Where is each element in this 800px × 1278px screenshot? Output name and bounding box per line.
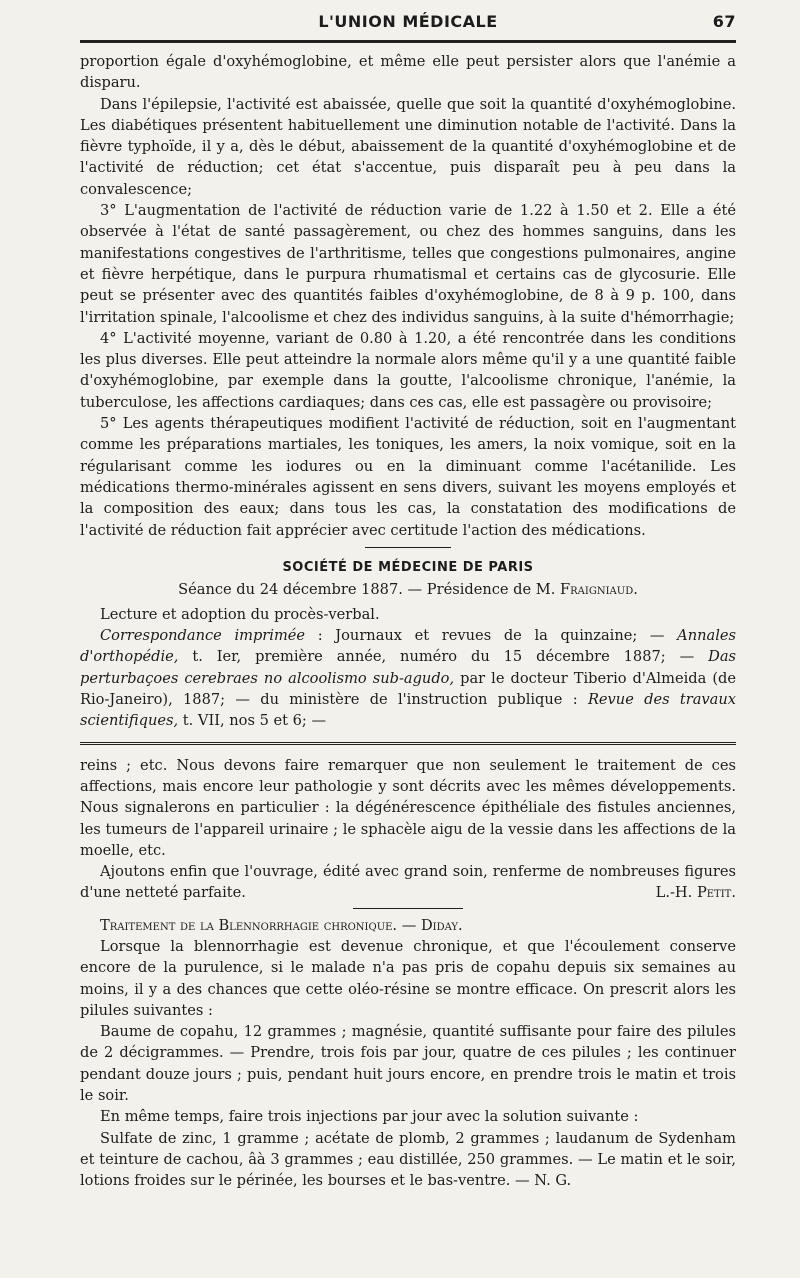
correspondance-text-3: par le docteur Tiberio d'Almeida (de Rio-Janeiro), 1887; — du ministère de l'instruction publique : — [80, 669, 736, 709]
correspondance-text-1: : Journaux et revues de la quinzaine; — — [317, 627, 665, 645]
blennorrhagie-paragraph-2: Baume de copahu, 12 grammes ; magnésie, quantité suffisante pour faire des pilules de 2 décigrammes. — Prendre, trois fois par jour, quatre de ces pilules ; les continuer pendant douze jours ; puis, pendant huit jours encore, en prendre trois le matin et trois le soir. — [80, 1023, 736, 1105]
correspondance-text-2: t. Ier, première année, numéro du 15 décembre 1887; — — [192, 648, 695, 666]
review-divider — [353, 908, 463, 909]
journal-2: Das perturbaçoes cerebraes no alcoolismo sub-agudo, — [80, 648, 737, 687]
page-number: 67 — [712, 12, 736, 31]
journal-3: Revue des travaux scientifiques, — [80, 691, 736, 730]
review-paragraph-1: reins ; etc. Nous devons faire remarquer que non seulement le traitement de ces affections, mais encore leur pathologie y sont décrits avec les mêmes développements. Nous signalerons en particulier : la dégénérescence épithéliale des fistules anciennes, les tumeurs de l'appareil urinaire ; le sphacèle aigu de la vessie dans les affections de la moelle, etc. — [80, 756, 736, 859]
societe-title: SOCIÉTÉ DE MÉDECINE DE PARIS — [282, 559, 534, 575]
paragraph-epilepsie: Dans l'épilepsie, l'activité est abaissée, quelle que soit la quantité d'oxyhémoglobine. Les diabétiques présentent habituellement une diminution notable de l'activité. Dans la fièvre typhoïde, il y a, dès le début, abaissement de la quantité d'oxyhémoglobine et de l'activité de réduction; cet état s'accentue, puis disparaît peu à peu dans la convalescence; — [80, 95, 736, 198]
paragraph-continuation: proportion égale d'oxyhémoglobine, et même elle peut persister alors que l'anémie a disparu. — [80, 53, 736, 92]
blennorrhagie-paragraph-4: Sulfate de zinc, 1 gramme ; acétate de plomb, 2 grammes ; laudanum de Sydenham et teinture de cachou, âà 3 grammes ; eau distillée, 250 grammes. — Le matin et le soir, lotions froides sur le périnée, les bourses et le bas-ventre. — N. G. — [80, 1129, 736, 1190]
blennorrhagie-paragraph-1: Lorsque la blennorrhagie est devenue chronique, et que l'écoulement conserve encore de la purulence, si le malade n'a pas pris de copahu depuis six semaines au moins, il y a des chances que cette oléo-résine se montre efficace. On prescrit alors les pilules suivantes : — [80, 937, 736, 1019]
review-signature: L.-H. Petit. — [655, 884, 736, 902]
blennorrhagie-title: Traitement de la Blennorrhagie chronique. — Diday. — [100, 916, 463, 934]
review-paragraph-2 — [80, 861, 736, 904]
correspondance-label: Correspondance imprimée — [100, 627, 306, 645]
seance-prefix: Séance du 24 décembre 1887. — Présidence de M. — [178, 580, 556, 598]
paragraph-agents-therapeutiques: 5° Les agents thérapeutiques modifient l'activité de réduction, soit en l'augmentant comme les préparations martiales, les toniques, les amers, la noix vomique, soit en la régularisant comme les iodures ou en la diminuant comme l'acétanilide. Les médications thermo-minérales agissent en sens divers, suivant les moyens employés et la composition des eaux; dans tous les cas, la constatation des modifications de l'activité de réduction fait apprécier avec certitude l'action des médications. — [80, 415, 736, 539]
correspondance-text-4: t. VII, nos 5 et 6; — — [182, 712, 327, 730]
president-name: Fraigniaud. — [560, 580, 638, 598]
header-rule — [80, 40, 736, 43]
blennorrhagie-paragraph-3: En même temps, faire trois injections par jour avec la solution suivante : — [100, 1108, 639, 1126]
paragraph-activite-moyenne: 4° L'activité moyenne, variant de 0.80 à 1.20, a été rencontrée dans les conditions les plus diverses. Elle peut atteindre la normale alors même qu'il y a une quantité faible d'oxyhémoglobine, par exemple dans la goutte, l'alcoolisme chronique, l'anémie, la tuberculose, les affections cardiaques; dans ces cas, elle est passagère ou provisoire; — [80, 329, 736, 411]
section-divider — [365, 547, 451, 548]
column-break-rule — [80, 742, 736, 745]
running-head — [80, 6, 736, 36]
journal-title: L'UNION MÉDICALE — [318, 12, 498, 31]
lecture-line: Lecture et adoption du procès-verbal. — [100, 605, 380, 623]
paragraph-augmentation: 3° L'augmentation de l'activité de réduction varie de 1.22 à 1.50 et 2. Elle a été observée à l'état de santé passagèrement, ou chez des hommes sanguins, dans les manifestations congestives de l'arthritisme, telles que congestions pulmonaires, angine et fièvre herpétique, dans le purpura rhumatismal et certains cas de glycosurie. Elle peut se présenter avec des quantités faibles d'oxyhémoglobine, de 8 à 9 p. 100, dans l'irritation spinale, l'alcoolisme et chez des individus sanguins, à la suite d'hémorrhagie; — [80, 202, 736, 326]
correspondance-paragraph — [80, 625, 736, 731]
page — [80, 0, 736, 1192]
journal-1: Annales d'orthopédie, — [80, 627, 737, 666]
review-text: Ajoutons enfin que l'ouvrage, édité avec grand soin, renferme de nombreuses figures d'une netteté parfaite. — [80, 863, 736, 902]
seance-line — [80, 579, 736, 600]
